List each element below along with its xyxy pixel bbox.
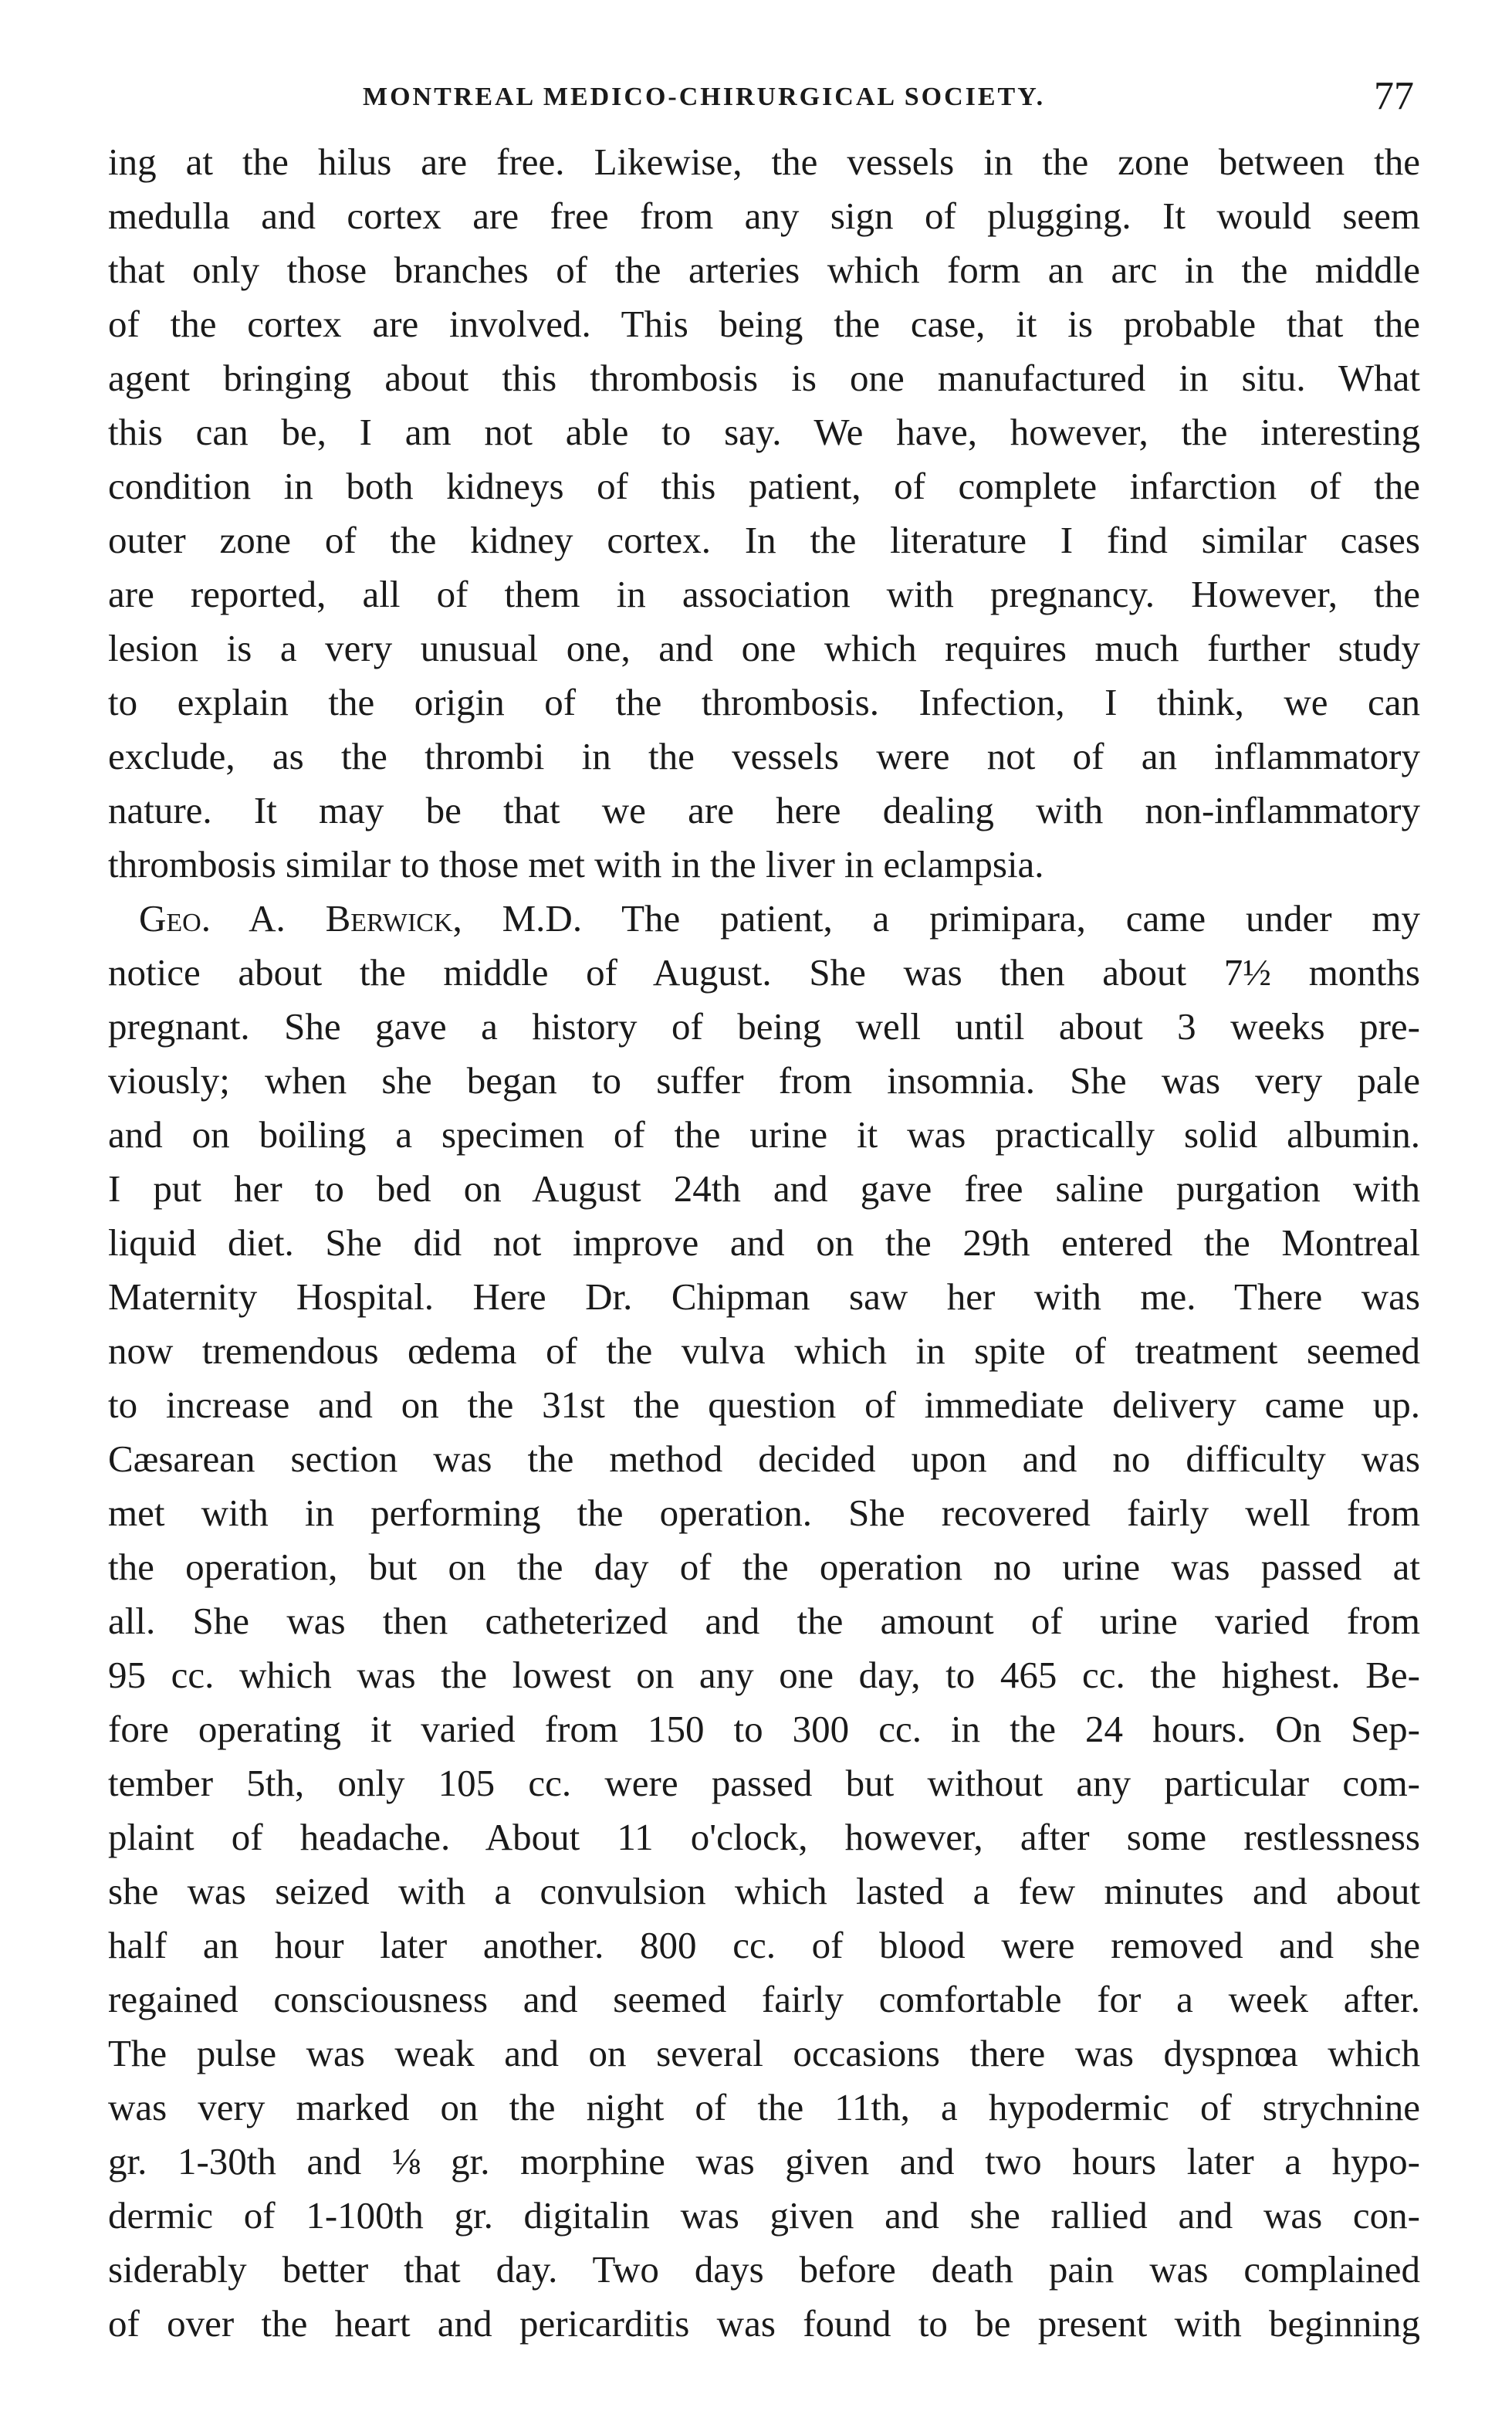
running-header: [108, 73, 1420, 135]
running-title: MONTREAL MEDICO-CHIRURGICAL SOCIETY.: [363, 83, 1046, 111]
text-line-first: [108, 892, 1420, 946]
text-line: all. She was then catheterized and the amount of urine varied from: [108, 1600, 1420, 1642]
text-line: gr. 1-30th and ⅛ gr. morphine was given and two hours later a hypo-: [108, 2140, 1420, 2182]
text-line: siderably better that day. Two days before death pain was complained: [108, 2248, 1420, 2291]
text-line: outer zone of the kidney cortex. In the literature I find similar cases: [108, 519, 1420, 561]
text-line: to explain the origin of the thrombosis. Infection, I think, we can: [108, 681, 1420, 723]
text-line: met with in performing the operation. She recovered fairly well from: [108, 1492, 1420, 1534]
text-line: The pulse was weak and on several occasions there was dyspnœa which: [108, 2032, 1420, 2074]
text-line: are reported, all of them in association with pregnancy. However, the: [108, 573, 1420, 615]
text-line: and on boiling a specimen of the urine it was practically solid albumin.: [108, 1113, 1420, 1156]
text-line: this can be, I am not able to say. We have, however, the interesting: [108, 411, 1420, 453]
text-line: ing at the hilus are free. Likewise, the vessels in the zone between the: [108, 141, 1420, 183]
text-line: thrombosis similar to those met with in the liver in eclampsia.: [108, 843, 1044, 886]
text-line: tember 5th, only 105 cc. were passed but without any particular com-: [108, 1762, 1420, 1804]
text-line: 95 cc. which was the lowest on any one day, to 465 cc. the highest. Be-: [108, 1654, 1420, 1696]
text-line: fore operating it varied from 150 to 300 cc. in the 24 hours. On Sep-: [108, 1708, 1420, 1750]
text-line: agent bringing about this thrombosis is one manufactured in situ. What: [108, 357, 1420, 399]
text-line: nature. It may be that we are here dealing with non-inflammatory: [108, 789, 1420, 831]
speaker-name: Geo. A. Berwick, M.D.: [139, 897, 583, 940]
text-line: viously; when she began to suffer from insomnia. She was very pale: [108, 1059, 1420, 1102]
text-line: Cæsarean section was the method decided upon and no difficulty was: [108, 1437, 1420, 1480]
text-line: Maternity Hospital. Here Dr. Chipman saw her with me. There was: [108, 1275, 1420, 1318]
text-line: that only those branches of the arteries which form an arc in the middle: [108, 249, 1420, 291]
text-line: to increase and on the 31st the question of immediate delivery came up.: [108, 1383, 1420, 1426]
text-line: liquid diet. She did not improve and on the 29th entered the Montreal: [108, 1221, 1420, 1264]
text-fragment: The patient, a primipara, came under my: [621, 897, 1420, 940]
text-line: was very marked on the night of the 11th, a hypodermic of strychnine: [108, 2086, 1420, 2128]
text-line: I put her to bed on August 24th and gave free saline purgation with: [108, 1167, 1420, 1210]
text-line: half an hour later another. 800 cc. of blood were removed and she: [108, 1924, 1420, 1966]
text-line: now tremendous œdema of the vulva which in spite of treatment seemed: [108, 1329, 1420, 1372]
text-line: plaint of headache. About 11 o'clock, however, after some restlessness: [108, 1816, 1420, 1858]
text-line: exclude, as the thrombi in the vessels were not of an inflammatory: [108, 735, 1420, 777]
text-line: medulla and cortex are free from any sign of plugging. It would seem: [108, 195, 1420, 237]
text-line: of the cortex are involved. This being the case, it is probable that the: [108, 303, 1420, 345]
text-line: dermic of 1-100th gr. digitalin was given and she rallied and was con-: [108, 2194, 1420, 2237]
page-number: 77: [1374, 74, 1414, 118]
text-line: she was seized with a convulsion which lasted a few minutes and about: [108, 1870, 1420, 1912]
text-line: lesion is a very unusual one, and one which requires much further study: [108, 627, 1420, 669]
document-page: [108, 73, 1420, 2351]
text-line: notice about the middle of August. She was then about 7½ months: [108, 951, 1420, 994]
text-line: pregnant. She gave a history of being well until about 3 weeks pre-: [108, 1005, 1420, 1048]
paragraph-2: [108, 892, 1420, 2351]
text-line: of over the heart and pericarditis was found to be present with beginning: [108, 2302, 1420, 2345]
paragraph-1: [108, 135, 1420, 892]
text-line: regained consciousness and seemed fairly comfortable for a week after.: [108, 1978, 1420, 2020]
text-line: the operation, but on the day of the operation no urine was passed at: [108, 1546, 1420, 1588]
text-line: condition in both kidneys of this patient, of complete infarction of the: [108, 465, 1420, 507]
